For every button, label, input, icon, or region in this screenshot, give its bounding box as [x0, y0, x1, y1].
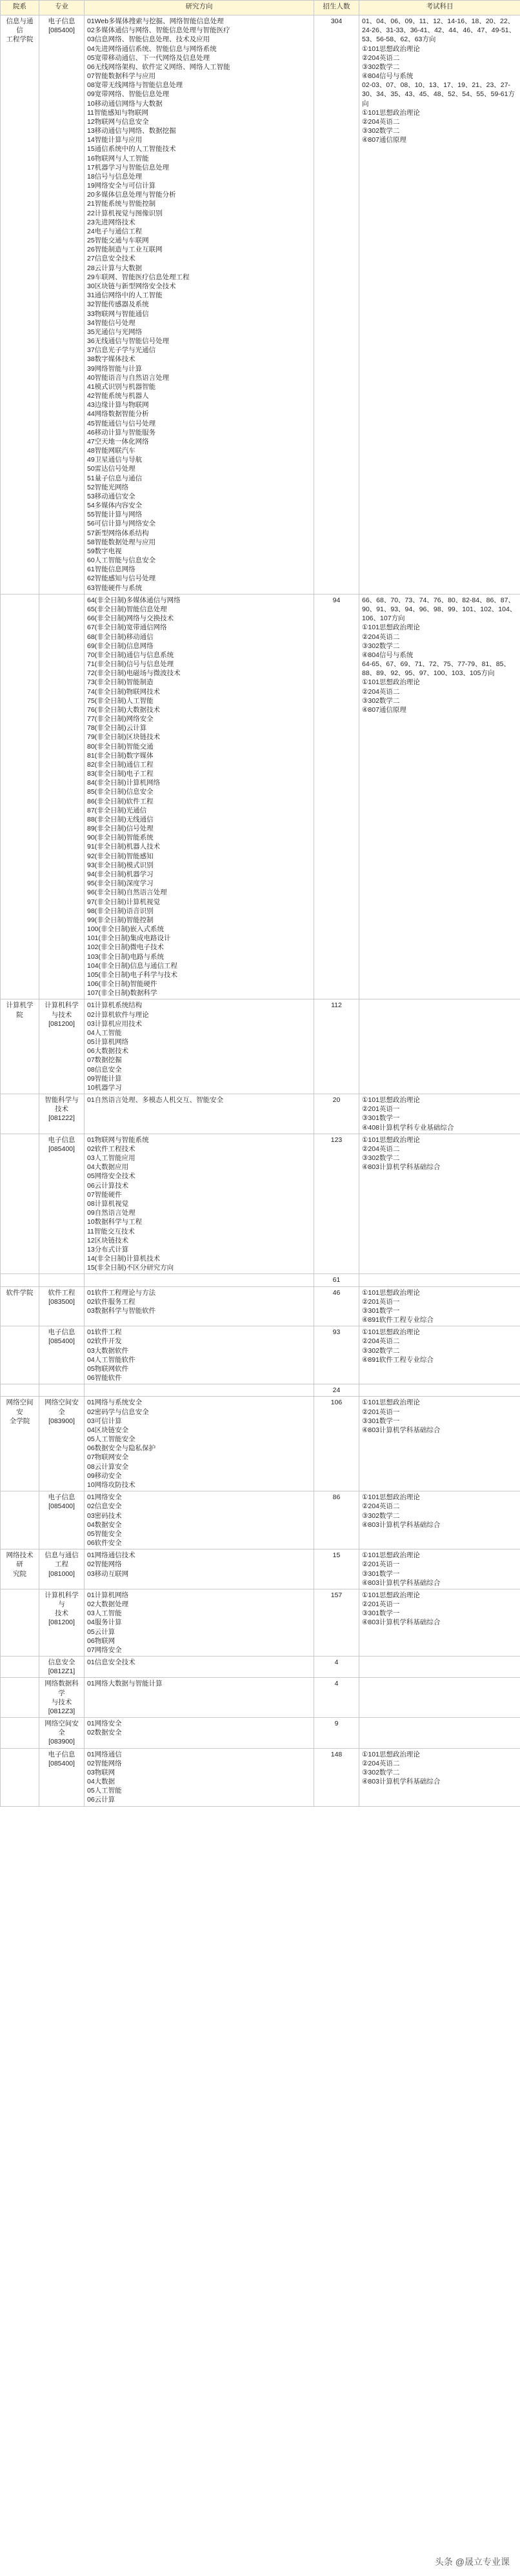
table-row	[1, 15, 520, 595]
table-row	[1, 1274, 520, 1286]
exam-cell	[359, 1384, 520, 1397]
college-cell	[1, 1134, 39, 1274]
college-cell: 网络技术研 究院	[1, 1549, 39, 1589]
quota-cell: 24	[314, 1384, 359, 1397]
major-cell: 电子信息 [085400]	[39, 1134, 85, 1274]
exam-cell	[359, 1718, 520, 1749]
major-cell: 电子信息 [085400]	[39, 15, 85, 595]
directions-cell: 01网络与系统安全 02密码学与信息安全 03可信计算 04区块链安全 05人工智能安全 06数据安全与隐私保护 07物联网安全 08云计算安全 09移动安全 10网络攻防技术	[85, 1397, 314, 1491]
table-row	[1, 1384, 520, 1397]
exam-cell: ①101思想政治理论 ②204英语二 ③302数学二 ④803计算机学科基础综合	[359, 1134, 520, 1274]
directions-cell: 01信息安全技术	[85, 1657, 314, 1678]
directions-cell	[85, 1384, 314, 1397]
exam-cell: 01、04、06、09、11、12、14-16、18、20、22、24-26、31-33、36-41、42、44、46、47、49-51、53、56-58、62、63方向 ①101思想政治理论 ②204英语二 ③302数学二 ④804信号与系统 02-03、07、08、10、13、17、19、21、23、27-30、34、35、43、45、48、52、54、55、59-61方向 ①101思想政治理论 ②204英语二 ③302数学二 ④807通信原理	[359, 15, 520, 595]
quota-cell: 86	[314, 1491, 359, 1549]
college-cell: 网络空间安 全学院	[1, 1397, 39, 1491]
quota-cell: 94	[314, 594, 359, 999]
directions-cell: 01网络通信技术 02智能网络 03移动互联网	[85, 1549, 314, 1589]
exam-cell: ①101思想政治理论 ②204英语二 ③302数学二 ④803计算机学科基础综合	[359, 1748, 520, 1806]
quota-cell: 9	[314, 1718, 359, 1749]
college-cell	[1, 1094, 39, 1134]
college-cell	[1, 1748, 39, 1806]
exam-cell	[359, 1678, 520, 1718]
table-row	[1, 1326, 520, 1384]
table-row	[1, 999, 520, 1094]
exam-cell: ①101思想政治理论 ②201英语一 ③301数学一 ④408计算机学科专业基础综合	[359, 1094, 520, 1134]
header-college: 院系	[1, 1, 39, 15]
college-cell: 软件学院	[1, 1286, 39, 1326]
directions-cell: 01计算机网络 02大数据处理 03人工智能 04服务计算 05云计算 06物联网 07网络安全	[85, 1589, 314, 1656]
major-cell	[39, 1384, 85, 1397]
header-quota: 招生人数	[314, 1, 359, 15]
college-cell	[1, 1384, 39, 1397]
table-header-row	[1, 1, 520, 15]
table-row	[1, 1549, 520, 1589]
table-body	[1, 15, 520, 1807]
major-cell: 电子信息 [085400]	[39, 1748, 85, 1806]
directions-cell: 01网络安全 02数据安全	[85, 1718, 314, 1749]
watermark: 头条 @晟立专业课	[431, 2554, 514, 2570]
major-cell: 信息安全 [0812Z1]	[39, 1657, 85, 1678]
directions-cell: 01软件工程 02软件开发 03大数据软件 04人工智能软件 05物联网软件 06智能软件	[85, 1326, 314, 1384]
table-row	[1, 1589, 520, 1656]
exam-cell	[359, 999, 520, 1094]
table-row	[1, 1748, 520, 1806]
quota-cell: 20	[314, 1094, 359, 1134]
college-cell	[1, 1326, 39, 1384]
quota-cell: 106	[314, 1397, 359, 1491]
exam-cell	[359, 1657, 520, 1678]
directions-cell: 01软件工程理论与方法 02软件服务工程 03数据科学与智能软件	[85, 1286, 314, 1326]
directions-cell: 01物联网与智能系统 02软件工程技术 03人工智能应用 04大数据应用 05网络安全技术 06云计算技术 07智能硬件 08计算机视觉 09自然语言处理 10数据科学与工程 11智能交互技术 12区块链技术 13分布式计算 14(非全日制)计算机技术 15(非全日制)不区分研究方向	[85, 1134, 314, 1274]
table-row	[1, 1657, 520, 1678]
college-cell	[1, 1657, 39, 1678]
major-cell: 软件工程 [083500]	[39, 1286, 85, 1326]
college-cell	[1, 1491, 39, 1549]
exam-cell: ①101思想政治理论 ②204英语二 ③302数学二 ④891软件工程专业综合	[359, 1326, 520, 1384]
exam-cell: ①101思想政治理论 ②201英语一 ③301数学一 ④803计算机学科基础综合	[359, 1589, 520, 1656]
directions-cell	[85, 1274, 314, 1286]
college-cell	[1, 1274, 39, 1286]
major-cell	[39, 1274, 85, 1286]
quota-cell: 4	[314, 1657, 359, 1678]
quota-cell: 157	[314, 1589, 359, 1656]
quota-cell: 304	[314, 15, 359, 595]
table-row	[1, 1397, 520, 1491]
major-cell: 信息与通信 工程 [081000]	[39, 1549, 85, 1589]
directions-cell: 01自然语言处理、多模态人机交互、智能安全	[85, 1094, 314, 1134]
college-cell: 计算机学院	[1, 999, 39, 1094]
header-major: 专业	[39, 1, 85, 15]
table-row	[1, 594, 520, 999]
quota-cell: 112	[314, 999, 359, 1094]
college-cell	[1, 1678, 39, 1718]
quota-cell: 61	[314, 1274, 359, 1286]
table-row	[1, 1678, 520, 1718]
exam-cell: ①101思想政治理论 ②204英语二 ③302数学二 ④803计算机学科基础综合	[359, 1491, 520, 1549]
directions-cell: 01网络通信 02智能网络 03物联网 04大数据 05人工智能 06云计算	[85, 1748, 314, 1806]
table-row	[1, 1134, 520, 1274]
directions-cell: 01网络安全 02信息安全 03密码技术 04数据安全 05智能安全 06软件安全	[85, 1491, 314, 1549]
table-row	[1, 1094, 520, 1134]
quota-cell: 93	[314, 1326, 359, 1384]
header-exam: 考试科目	[359, 1, 520, 15]
quota-cell: 15	[314, 1549, 359, 1589]
exam-cell: ①101思想政治理论 ②201英语一 ③301数学一 ④803计算机学科基础综合	[359, 1549, 520, 1589]
exam-cell: ①101思想政治理论 ②201英语一 ③301数学一 ④803计算机学科基础综合	[359, 1397, 520, 1491]
major-cell: 网络空间安全 [083900]	[39, 1718, 85, 1749]
quota-cell: 46	[314, 1286, 359, 1326]
directions-cell: 01网络大数据与智能计算	[85, 1678, 314, 1718]
major-cell: 计算机科学与技术 [081200]	[39, 999, 85, 1094]
table-row	[1, 1718, 520, 1749]
major-cell: 计算机科学与 技术 [081200]	[39, 1589, 85, 1656]
major-cell: 智能科学与技术 [081222]	[39, 1094, 85, 1134]
major-cell: 电子信息 [085400]	[39, 1491, 85, 1549]
directions-cell: 64(非全日制)多媒体通信与网络 65(非全日制)智能信息处理 66(非全日制)网络与交换技术 67(非全日制)宽带通信网络 68(非全日制)移动通信 69(非全日制)信息网络 70(非全日制)通信与信息系统 71(非全日制)信号与信息处理 72(非全日制)电磁场与微波技术 73(非全日制)智能制造 74(非全日制)物联网技术 75(非全日制)人工智能 76(非全日制)大数据技术 77(非全日制)网络安全 78(非全日制)云计算 79(非全日制)区块链技术 80(非全日制)智能交通 81(非全日制)数字媒体 82(非全日制)通信工程 83(非全日制)电子工程 84(非全日制)计算机网络 85(非全日制)信息安全 86(非全日制)软件工程 87(非全日制)光通信 88(非全日制)无线通信 89(非全日制)信号处理 90(非全日制)智能系统 91(非全日制)机器人技术 92(非全日制)智能感知 93(非全日制)模式识别 94(非全日制)机器学习 95(非全日制)深度学习 96(非全日制)自然语言处理 97(非全日制)计算机视觉 98(非全日制)语音识别 99(非全日制)智能控制 100(非全日制)嵌入式系统 101(非全日制)集成电路设计 102(非全日制)微电子技术 103(非全日制)电路与系统 104(非全日制)信息与通信工程 105(非全日制)电子科学与技术 106(非全日制)智能硬件 107(非全日制)数据科学	[85, 594, 314, 999]
college-cell	[1, 1589, 39, 1656]
college-cell	[1, 594, 39, 999]
major-cell: 电子信息 [085400]	[39, 1326, 85, 1384]
table-row	[1, 1491, 520, 1549]
exam-cell: ①101思想政治理论 ②201英语一 ③301数学一 ④891软件工程专业综合	[359, 1286, 520, 1326]
major-cell	[39, 594, 85, 999]
major-cell: 网络数据科学 与技术 [0812Z3]	[39, 1678, 85, 1718]
college-cell	[1, 1718, 39, 1749]
quota-cell: 4	[314, 1678, 359, 1718]
quota-cell: 123	[314, 1134, 359, 1274]
exam-cell: 66、68、70、73、74、76、80、82-84、86、87、90、91、93、94、96、98、99、101、102、104、106、107方向 ①101思想政治理论 ②204英语二 ③302数学二 ④804信号与系统 64-65、67、69、71、72、75、77-79、81、85、88、89、92、95、97、100、103、105方向 ①101思想政治理论 ②204英语二 ③302数学二 ④807通信原理	[359, 594, 520, 999]
table-row	[1, 1286, 520, 1326]
major-cell: 网络空间安全 [083900]	[39, 1397, 85, 1491]
directions-cell: 01Web多媒体搜索与挖掘、网络智能信息处理 02多媒体通信与网络、智能信息处理与智能医疗 03信息网络、智能信息处理、技术及应用 04先进网络通信系统、智能信息与网络系统 05宽带移动通信、下一代网络及信息处理 06无线网络架构、软件定义网络、网络人工智能 07智能数据科学与应用 08宽带无线网络与智能信息处理 09宽带网络、智能信息处理 10移动通信网络与大数据 11智能感知与物联网 12物联网与信息安全 13移动通信与网络、数据挖掘 14智能计算与应用 15通信系统中的人工智能技术 16物联网与人工智能 17机器学习与智能信息处理 18信号与信息处理 19网络安全与可信计算 20多媒体信息处理与智能分析 21智能系统与智能控制 22计算机视觉与图像识别 23先进网络技术 24电子与通信工程 25智能交通与车联网 26智能制造与工业互联网 27信息安全技术 28云计算与大数据 29车联网、智能医疗信息处理工程 30区块链与新型网络安全技术 31通信网络中的人工智能 32智能传感器及系统 33物联网与智能通信 34智能信号处理 35光通信与光网络 36无线通信与智能信号处理 37信息光子学与光通信 38数字媒体技术 39网络智能与计算 40智能语音与自然语言处理 41模式识别与机器智能 42智能系统与机器人 43边缘计算与物联网 44网络数据智能分析 45智能通信与信号处理 46移动计算与智能服务 47空天地一体化网络 48智能网联汽车 49卫星通信与导航 50雷达信号处理 51量子信息与通信 52智能光网络 53移动通信安全 54多媒体内容安全 55智能计算与网络 56可信计算与网络安全 57新型网络体系结构 58智能数据处理与应用 59数字电视 60人工智能与信息安全 61智能信息网络 62智能感知与信号处理 63智能硬件与系统	[85, 15, 314, 595]
header-directions: 研究方向	[85, 1, 314, 15]
college-cell: 信息与通信 工程学院	[1, 15, 39, 595]
exam-cell	[359, 1274, 520, 1286]
quota-cell: 148	[314, 1748, 359, 1806]
directions-cell: 01计算机系统结构 02计算机软件与理论 03计算机应用技术 04人工智能 05计算机网络 06大数据技术 07数据挖掘 08信息安全 09智能计算 10机器学习	[85, 999, 314, 1094]
